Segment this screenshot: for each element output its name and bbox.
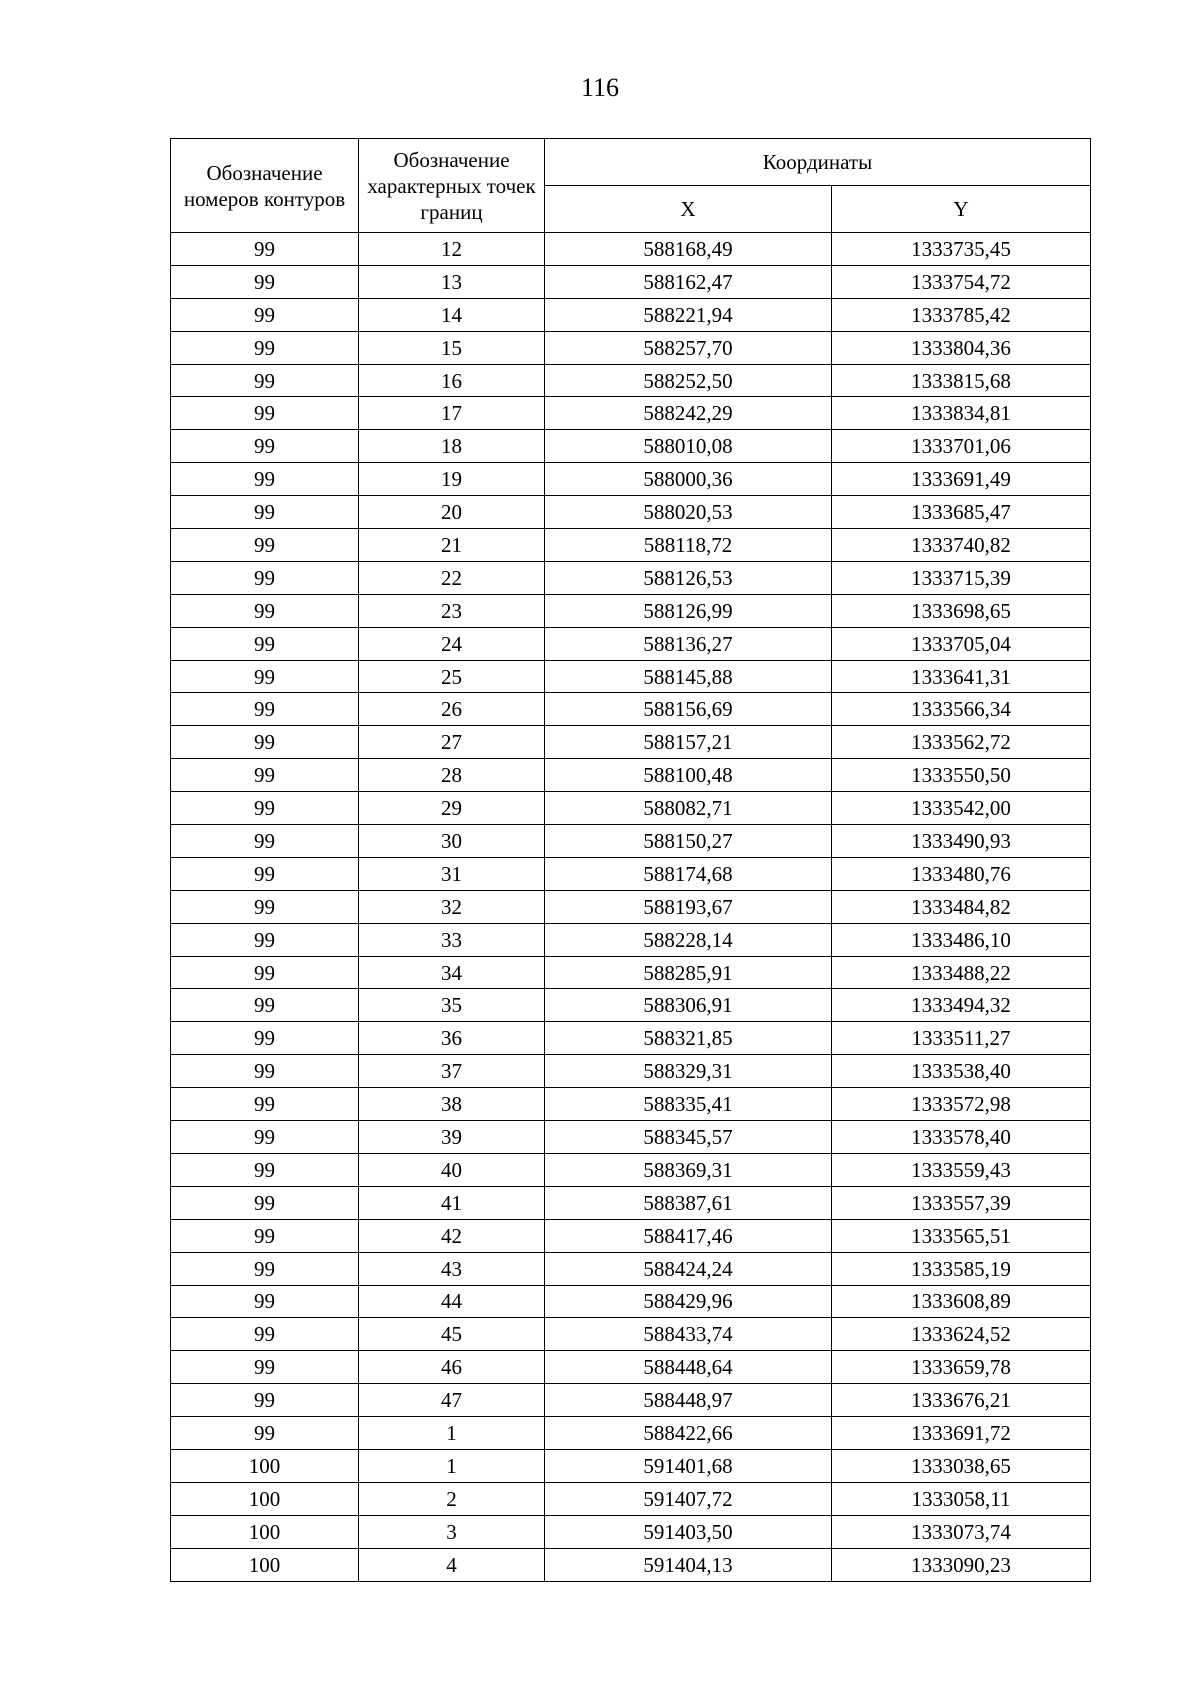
table-row xyxy=(171,1219,1091,1252)
cell-y: 1333511,27 xyxy=(832,1022,1091,1055)
table-row xyxy=(171,627,1091,660)
table-row xyxy=(171,1384,1091,1417)
cell-y: 1333542,00 xyxy=(832,792,1091,825)
cell-contour: 99 xyxy=(171,331,359,364)
cell-contour: 99 xyxy=(171,561,359,594)
header-y: Y xyxy=(832,186,1091,233)
cell-point: 34 xyxy=(359,956,545,989)
cell-x: 591407,72 xyxy=(545,1482,832,1515)
table-row xyxy=(171,529,1091,562)
cell-y: 1333538,40 xyxy=(832,1055,1091,1088)
cell-point: 12 xyxy=(359,233,545,266)
table-row xyxy=(171,726,1091,759)
cell-x: 588429,96 xyxy=(545,1285,832,1318)
cell-y: 1333659,78 xyxy=(832,1351,1091,1384)
table-row xyxy=(171,233,1091,266)
cell-y: 1333608,89 xyxy=(832,1285,1091,1318)
cell-contour: 99 xyxy=(171,1219,359,1252)
cell-y: 1333550,50 xyxy=(832,759,1091,792)
table-row xyxy=(171,792,1091,825)
cell-contour: 99 xyxy=(171,1285,359,1318)
cell-x: 588345,57 xyxy=(545,1121,832,1154)
table-row xyxy=(171,1449,1091,1482)
cell-x: 591404,13 xyxy=(545,1548,832,1581)
cell-point: 35 xyxy=(359,989,545,1022)
cell-contour: 99 xyxy=(171,693,359,726)
cell-contour: 99 xyxy=(171,726,359,759)
cell-y: 1333480,76 xyxy=(832,857,1091,890)
table-row xyxy=(171,759,1091,792)
cell-contour: 100 xyxy=(171,1482,359,1515)
cell-contour: 99 xyxy=(171,1088,359,1121)
cell-x: 588285,91 xyxy=(545,956,832,989)
cell-y: 1333557,39 xyxy=(832,1186,1091,1219)
cell-y: 1333090,23 xyxy=(832,1548,1091,1581)
cell-y: 1333834,81 xyxy=(832,397,1091,430)
table-row xyxy=(171,463,1091,496)
table-row xyxy=(171,890,1091,923)
cell-point: 25 xyxy=(359,660,545,693)
cell-point: 41 xyxy=(359,1186,545,1219)
cell-contour: 99 xyxy=(171,594,359,627)
page-number: 116 xyxy=(580,73,620,102)
cell-contour: 99 xyxy=(171,1318,359,1351)
cell-contour: 99 xyxy=(171,364,359,397)
cell-x: 588369,31 xyxy=(545,1153,832,1186)
cell-contour: 99 xyxy=(171,1055,359,1088)
cell-contour: 100 xyxy=(171,1548,359,1581)
cell-y: 1333735,45 xyxy=(832,233,1091,266)
header-contour: Обозначение номеров контуров xyxy=(171,139,359,233)
cell-x: 588168,49 xyxy=(545,233,832,266)
cell-x: 588417,46 xyxy=(545,1219,832,1252)
cell-point: 4 xyxy=(359,1548,545,1581)
cell-x: 588448,97 xyxy=(545,1384,832,1417)
cell-point: 15 xyxy=(359,331,545,364)
cell-y: 1333740,82 xyxy=(832,529,1091,562)
cell-x: 588100,48 xyxy=(545,759,832,792)
cell-point: 21 xyxy=(359,529,545,562)
cell-y: 1333490,93 xyxy=(832,825,1091,858)
cell-point: 13 xyxy=(359,265,545,298)
cell-y: 1333585,19 xyxy=(832,1252,1091,1285)
cell-point: 32 xyxy=(359,890,545,923)
cell-x: 588150,27 xyxy=(545,825,832,858)
table-row xyxy=(171,1482,1091,1515)
table-body xyxy=(171,233,1091,1582)
table-row xyxy=(171,1285,1091,1318)
cell-y: 1333559,43 xyxy=(832,1153,1091,1186)
cell-point: 3 xyxy=(359,1515,545,1548)
cell-x: 588126,99 xyxy=(545,594,832,627)
cell-point: 45 xyxy=(359,1318,545,1351)
cell-point: 46 xyxy=(359,1351,545,1384)
cell-x: 588118,72 xyxy=(545,529,832,562)
cell-contour: 99 xyxy=(171,1384,359,1417)
table-row xyxy=(171,331,1091,364)
cell-point: 18 xyxy=(359,430,545,463)
cell-point: 39 xyxy=(359,1121,545,1154)
cell-point: 19 xyxy=(359,463,545,496)
cell-contour: 99 xyxy=(171,1153,359,1186)
table-row xyxy=(171,265,1091,298)
cell-x: 588448,64 xyxy=(545,1351,832,1384)
table-row xyxy=(171,594,1091,627)
cell-contour: 99 xyxy=(171,890,359,923)
cell-contour: 99 xyxy=(171,233,359,266)
cell-point: 37 xyxy=(359,1055,545,1088)
cell-point: 27 xyxy=(359,726,545,759)
table-row xyxy=(171,1318,1091,1351)
cell-x: 588010,08 xyxy=(545,430,832,463)
table-header xyxy=(171,139,1091,233)
cell-contour: 99 xyxy=(171,496,359,529)
cell-contour: 99 xyxy=(171,529,359,562)
cell-y: 1333785,42 xyxy=(832,298,1091,331)
cell-contour: 99 xyxy=(171,660,359,693)
cell-point: 42 xyxy=(359,1219,545,1252)
cell-contour: 99 xyxy=(171,825,359,858)
cell-point: 28 xyxy=(359,759,545,792)
cell-x: 588136,27 xyxy=(545,627,832,660)
cell-y: 1333685,47 xyxy=(832,496,1091,529)
cell-point: 22 xyxy=(359,561,545,594)
cell-contour: 99 xyxy=(171,1417,359,1450)
cell-contour: 99 xyxy=(171,989,359,1022)
cell-y: 1333572,98 xyxy=(832,1088,1091,1121)
table-row xyxy=(171,1252,1091,1285)
table-row xyxy=(171,561,1091,594)
table-row xyxy=(171,1055,1091,1088)
cell-contour: 99 xyxy=(171,956,359,989)
cell-point: 26 xyxy=(359,693,545,726)
cell-contour: 99 xyxy=(171,430,359,463)
cell-x: 588082,71 xyxy=(545,792,832,825)
cell-point: 40 xyxy=(359,1153,545,1186)
cell-point: 17 xyxy=(359,397,545,430)
cell-x: 588306,91 xyxy=(545,989,832,1022)
cell-x: 588157,21 xyxy=(545,726,832,759)
cell-point: 2 xyxy=(359,1482,545,1515)
cell-contour: 99 xyxy=(171,857,359,890)
cell-x: 588387,61 xyxy=(545,1186,832,1219)
cell-y: 1333578,40 xyxy=(832,1121,1091,1154)
table-row xyxy=(171,1022,1091,1055)
table-row xyxy=(171,1417,1091,1450)
cell-point: 33 xyxy=(359,923,545,956)
table-row xyxy=(171,298,1091,331)
cell-y: 1333705,04 xyxy=(832,627,1091,660)
table-row xyxy=(171,364,1091,397)
cell-contour: 99 xyxy=(171,1252,359,1285)
table-row xyxy=(171,1515,1091,1548)
cell-contour: 99 xyxy=(171,1351,359,1384)
cell-x: 588221,94 xyxy=(545,298,832,331)
header-x: X xyxy=(545,186,832,233)
cell-x: 588193,67 xyxy=(545,890,832,923)
cell-x: 588422,66 xyxy=(545,1417,832,1450)
cell-x: 588020,53 xyxy=(545,496,832,529)
cell-y: 1333486,10 xyxy=(832,923,1091,956)
table-row xyxy=(171,496,1091,529)
table-row xyxy=(171,1088,1091,1121)
cell-point: 36 xyxy=(359,1022,545,1055)
cell-contour: 99 xyxy=(171,792,359,825)
cell-contour: 100 xyxy=(171,1449,359,1482)
cell-point: 47 xyxy=(359,1384,545,1417)
cell-point: 43 xyxy=(359,1252,545,1285)
cell-contour: 100 xyxy=(171,1515,359,1548)
cell-x: 588329,31 xyxy=(545,1055,832,1088)
table-row xyxy=(171,397,1091,430)
header-coordinates: Координаты xyxy=(545,139,1091,186)
cell-point: 29 xyxy=(359,792,545,825)
cell-x: 588156,69 xyxy=(545,693,832,726)
cell-x: 588126,53 xyxy=(545,561,832,594)
table-row xyxy=(171,1186,1091,1219)
cell-y: 1333701,06 xyxy=(832,430,1091,463)
cell-x: 588321,85 xyxy=(545,1022,832,1055)
cell-y: 1333562,72 xyxy=(832,726,1091,759)
cell-x: 588257,70 xyxy=(545,331,832,364)
cell-y: 1333691,72 xyxy=(832,1417,1091,1450)
cell-y: 1333565,51 xyxy=(832,1219,1091,1252)
cell-x: 588252,50 xyxy=(545,364,832,397)
cell-point: 1 xyxy=(359,1449,545,1482)
cell-x: 591401,68 xyxy=(545,1449,832,1482)
cell-contour: 99 xyxy=(171,1022,359,1055)
cell-contour: 99 xyxy=(171,1186,359,1219)
cell-y: 1333494,32 xyxy=(832,989,1091,1022)
cell-y: 1333676,21 xyxy=(832,1384,1091,1417)
cell-contour: 99 xyxy=(171,397,359,430)
cell-point: 24 xyxy=(359,627,545,660)
cell-y: 1333484,82 xyxy=(832,890,1091,923)
cell-y: 1333624,52 xyxy=(832,1318,1091,1351)
cell-y: 1333691,49 xyxy=(832,463,1091,496)
cell-contour: 99 xyxy=(171,265,359,298)
cell-point: 38 xyxy=(359,1088,545,1121)
table-row xyxy=(171,923,1091,956)
table-row xyxy=(171,1351,1091,1384)
cell-point: 1 xyxy=(359,1417,545,1450)
cell-x: 588162,47 xyxy=(545,265,832,298)
table-row xyxy=(171,693,1091,726)
table-row xyxy=(171,1121,1091,1154)
cell-y: 1333715,39 xyxy=(832,561,1091,594)
table-row xyxy=(171,1548,1091,1581)
cell-x: 588000,36 xyxy=(545,463,832,496)
cell-contour: 99 xyxy=(171,759,359,792)
cell-contour: 99 xyxy=(171,627,359,660)
cell-y: 1333804,36 xyxy=(832,331,1091,364)
coordinates-table xyxy=(170,138,1091,1582)
table-row xyxy=(171,1153,1091,1186)
cell-point: 30 xyxy=(359,825,545,858)
cell-y: 1333073,74 xyxy=(832,1515,1091,1548)
cell-y: 1333815,68 xyxy=(832,364,1091,397)
cell-x: 588228,14 xyxy=(545,923,832,956)
cell-y: 1333058,11 xyxy=(832,1482,1091,1515)
table-row xyxy=(171,857,1091,890)
cell-y: 1333698,65 xyxy=(832,594,1091,627)
cell-point: 20 xyxy=(359,496,545,529)
table-row xyxy=(171,956,1091,989)
cell-y: 1333038,65 xyxy=(832,1449,1091,1482)
table-row xyxy=(171,430,1091,463)
cell-contour: 99 xyxy=(171,463,359,496)
table-row xyxy=(171,660,1091,693)
cell-x: 588242,29 xyxy=(545,397,832,430)
cell-point: 44 xyxy=(359,1285,545,1318)
cell-y: 1333566,34 xyxy=(832,693,1091,726)
table-row xyxy=(171,825,1091,858)
cell-x: 588145,88 xyxy=(545,660,832,693)
header-point: Обозначение характерных точек границ xyxy=(359,139,545,233)
cell-point: 16 xyxy=(359,364,545,397)
table-row xyxy=(171,989,1091,1022)
cell-y: 1333488,22 xyxy=(832,956,1091,989)
cell-x: 588335,41 xyxy=(545,1088,832,1121)
cell-point: 14 xyxy=(359,298,545,331)
cell-y: 1333754,72 xyxy=(832,265,1091,298)
cell-x: 588424,24 xyxy=(545,1252,832,1285)
cell-contour: 99 xyxy=(171,1121,359,1154)
cell-y: 1333641,31 xyxy=(832,660,1091,693)
cell-point: 23 xyxy=(359,594,545,627)
cell-point: 31 xyxy=(359,857,545,890)
cell-x: 588433,74 xyxy=(545,1318,832,1351)
cell-contour: 99 xyxy=(171,298,359,331)
cell-contour: 99 xyxy=(171,923,359,956)
cell-x: 591403,50 xyxy=(545,1515,832,1548)
cell-x: 588174,68 xyxy=(545,857,832,890)
